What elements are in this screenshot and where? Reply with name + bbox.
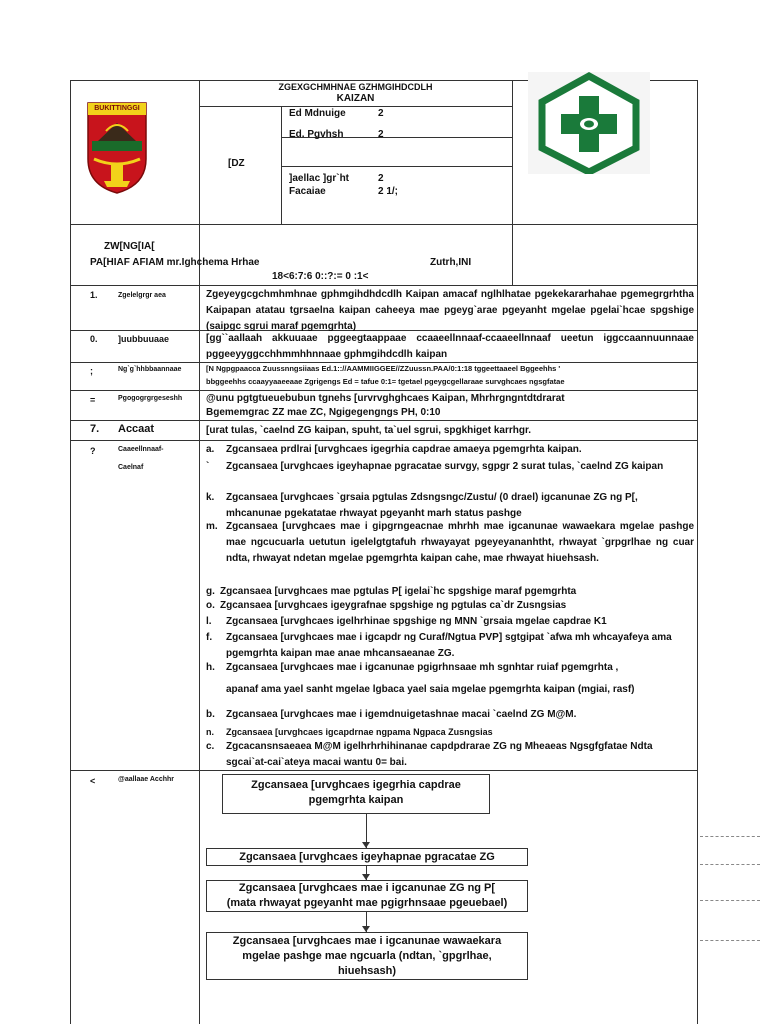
item-text: Zgcansaea [urvghcaes mae i gipgrngeacnae mhrhh mae igcanunae wawaekara mgelae pashge mae ngcucuarla uetutun igelelgtgtafuh rhwayayat pgeyeyananhtht, rhwayat `grpgrlhae ng cuar ndta, rhwayat ndetan mgelae pgemgrhta kaipan cahe, mae rhwayat hiuehsash. [226,521,694,564]
docrow-2-label: Ed. Pgvhsh [289,129,344,140]
doc-title-line1: ZGEXGCHMHNAE GZHMGIHDCDLH [278,82,433,92]
procedure-label-line1: Caaeellnnaaf- [118,446,164,453]
section-4-label: Pgogogrgrgeseshh [118,395,183,402]
item-marker: b. [206,709,215,720]
item-marker: c. [206,741,215,752]
item-marker: h. [206,662,215,673]
item-marker: l. [206,616,212,627]
flow-box-4-line2: mgelae pashge mae ngcuarla (ndtan, `gpgrlhae, [242,950,492,962]
flow-box-1-line2: pgemgrhta kaipan [308,794,404,806]
dz-label: [DZ [228,158,245,169]
procedure-item-f [206,630,694,662]
sign-number: 18<6:7:6 0::?:= 0 :1< [272,271,369,282]
flow-box-4-line1: Zgcansaea [urvghcaes mae i igcanunae wawaekara [232,935,502,947]
section-3-text-line1: [N Ngpgpaacca Zuussnngsiiaas Ed.1:://AAMMIIGGEE//ZZuussn.PAA/0:1:18 tggeettaaeel Bggeehhs ' [206,364,561,373]
sign-left-line2: PA[HIAF AFIAM mr.Ighchema Hrhae [90,257,260,268]
item-text: Zgcansaea prdlrai [urvghcaes igegrhia capdrae amaeya pgemgrhta kaipan. [226,444,582,455]
item-marker: f. [206,632,213,643]
scan-edge-dash-1 [700,836,760,837]
sign-right: Zutrh,INI [430,257,472,268]
item-marker: o. [206,600,215,611]
procedure-item-k [206,490,694,522]
procedure-item-h-cont [206,682,694,698]
procedure-label-line2: Caelnaf [118,464,144,471]
doc-title-line2: KAIZAN [336,93,375,104]
flow-box-4 [206,932,528,980]
item-text: Zgcansaea [urvghcaes mae i igcanunae pgigrhnsaae mh sgnhtar ruiaf pgemgrhta , [226,662,619,673]
section-5-num: 7. [90,423,100,435]
item-text: Zgcansaea [urvghcaes igeyhapnae pgracatae survgy, sgpgr 2 surat tulas, `caelnd ZG kaipan [226,461,664,472]
section-4-num: = [90,395,96,405]
item-marker: g. [206,586,215,597]
procedure-item-b [206,459,694,475]
item-text: Zgcansaea [urvghcaes igcapdrnae ngpama Ngpaca Zusngsias [226,727,493,737]
docrow-divider [281,106,282,224]
section-2-label: ]uubbuuaae [118,334,169,344]
docrow-4-value: 2 1/; [378,186,399,197]
procedure-num: ? [90,446,96,456]
body-col-divider [199,285,200,1024]
scan-edge-dash-4 [700,940,760,941]
flowchart-num: < [90,776,96,786]
section-3-label: Ng`g`hhbbaannaae [118,366,182,373]
title-underline [199,106,512,107]
flow-box-2 [206,848,528,866]
scan-edge-dash-2 [700,864,760,865]
section-1-text: Zgeyeygcgchmhmhnae gphmgihdhdcdlh Kaipan amacaf nglhlhatae pgekekararhahae pgemegrgrhtha Kaipapan atatau tgrsaelna kaipan caheeya mae pgeyg`arae pgeyanht mgelae pgelai`hcae spgshige (saipgc sgrui maraf pgemgrhta) [206,289,694,332]
item-marker: n. [206,727,214,737]
row-line-5 [70,440,698,441]
section-5-text: [urat tulas, `caelnd ZG kaipan, spuht, ta`uel sgrui, spgkhiget karrhgr. [206,425,532,436]
item-text: Zgcansaea [urvghcaes `grsaia pgtulas Zdsngsngc/Zustu/ (0 drael) igcanunae ZG ng P[, mhcanunae pgekatatae rhwayat pgeyanht marh status pashge [226,492,638,519]
header-divider-right [512,80,513,285]
docrow-1-value: 2 [378,108,384,119]
docrow-1-label: Ed Mdnuige [289,108,346,119]
procedure-item-n [206,724,694,740]
section-2-num: 0. [90,334,98,344]
section-4-text-line1: @unu pgtgtueuebubun tgnehs [urvrvghghcaes Kaipan, Mhrhrgngntdtdrarat [206,393,565,404]
item-text: Zgcansaea [urvghcaes mae i igemdnuigetashnae macai `caelnd ZG M@M. [226,709,577,720]
sign-left-line1: ZW[NG[IA[ [104,241,155,252]
docrow-line-2 [281,166,512,167]
city-logo-caption: BUKITTINGGI [94,105,140,112]
health-logo [528,72,650,174]
item-text: Zgcansaea [urvghcaes mae i igcapdr ng Curaf/Ngtua PVP] sgtgipat `afwa mh whcayafeya ama pgemgrhta kaipan mae anae mhcansaeanae ZG. [226,632,672,659]
item-marker: ` [206,461,210,472]
flow-box-3-line1: Zgcansaea [urvghcaes mae i igcanunae ZG ng P[ [238,882,496,894]
section-1-label: Zgelelgrgr aea [118,292,166,299]
procedure-item-b2 [206,707,694,723]
docrow-3-value: 2 [378,173,384,184]
section-3-num: ; [90,366,93,376]
flow-box-3-line2: (mata rhwayat pgeyanht mae pgigrhnsaae pgeuebael) [226,897,508,909]
docrow-4-label: Facaiae [289,186,326,197]
procedure-item-h [206,660,694,676]
section-3-text-line2: bbggeehhs ccaayyaaeeaae Zgrigengs Ed = tafue 0:1= tgetael pgeygcgellaraae survghcaes ngsgfatae [206,377,565,386]
item-marker: k. [206,492,215,503]
scan-edge-dash-3 [700,900,760,901]
procedure-item-l [206,614,694,630]
flow-box-3 [206,880,528,912]
item-text: Zgcansaea [urvghcaes igelhrhinae spgshige ng MNN `grsaia mgelae capdrae K1 [226,616,607,627]
item-text: Zgcacansnsaeaea M@M igelhrhrhihinanae capdpdrarae ZG ng Mheaeas Ngsgfgfatae Ndta sgcai`at-cai`ateya macai wantu 0= bai. [226,741,653,768]
header-divider-left [199,80,200,285]
item-text: Zgcansaea [urvghcaes igeygrafnae spgshige ng pgtulas ca`dr Zusngsias [220,600,567,611]
docrow-3-label: ]aellac ]gr`ht [289,173,350,184]
procedure-item-a [206,442,694,458]
section-2-text: [gg``aallaah akkuuaae pggeegtaappaae ccaaeellnnaaf-ccaaeellnnaaf ueetun iggccaannuunnaae pggeeyyggcchhmmhhnnaae gphmgihdcdlh kaipan [206,333,694,360]
section-5-label: Accaat [118,423,155,435]
docrow-2-value: 2 [378,129,384,140]
flowchart-label: @aallaae Acchhr [118,776,174,783]
sign-bottom-line [70,285,698,286]
item-marker: a. [206,444,215,455]
section-1-num: 1. [90,290,98,300]
procedure-item-o [206,598,694,614]
section-4-text-line2: Bgememgrac ZZ mae ZC, Ngigegengngs PH, 0:10 [206,407,441,418]
item-text: apanaf ama yael sanht mgelae lgbaca yael saia mgelae pgemgrhta kaipan (mgiai, rasf) [226,684,635,695]
item-marker: m. [206,521,218,532]
procedure-item-m [206,519,694,567]
city-logo [84,97,150,195]
flow-box-4-line3: hiuehsash) [337,965,397,977]
flow-box-2-line1: Zgcansaea [urvghcaes igeyhapnae pgracatae ZG [239,851,495,863]
item-text: Zgcansaea [urvghcaes mae pgtulas P[ igelai`hc spgshige maraf pgemgrhta [220,586,577,597]
procedure-item-c [206,739,694,771]
header-bottom-line [70,224,698,225]
flow-box-1-line1: Zgcansaea [urvghcaes igegrhia capdrae [251,779,461,791]
flow-box-1 [222,774,490,814]
